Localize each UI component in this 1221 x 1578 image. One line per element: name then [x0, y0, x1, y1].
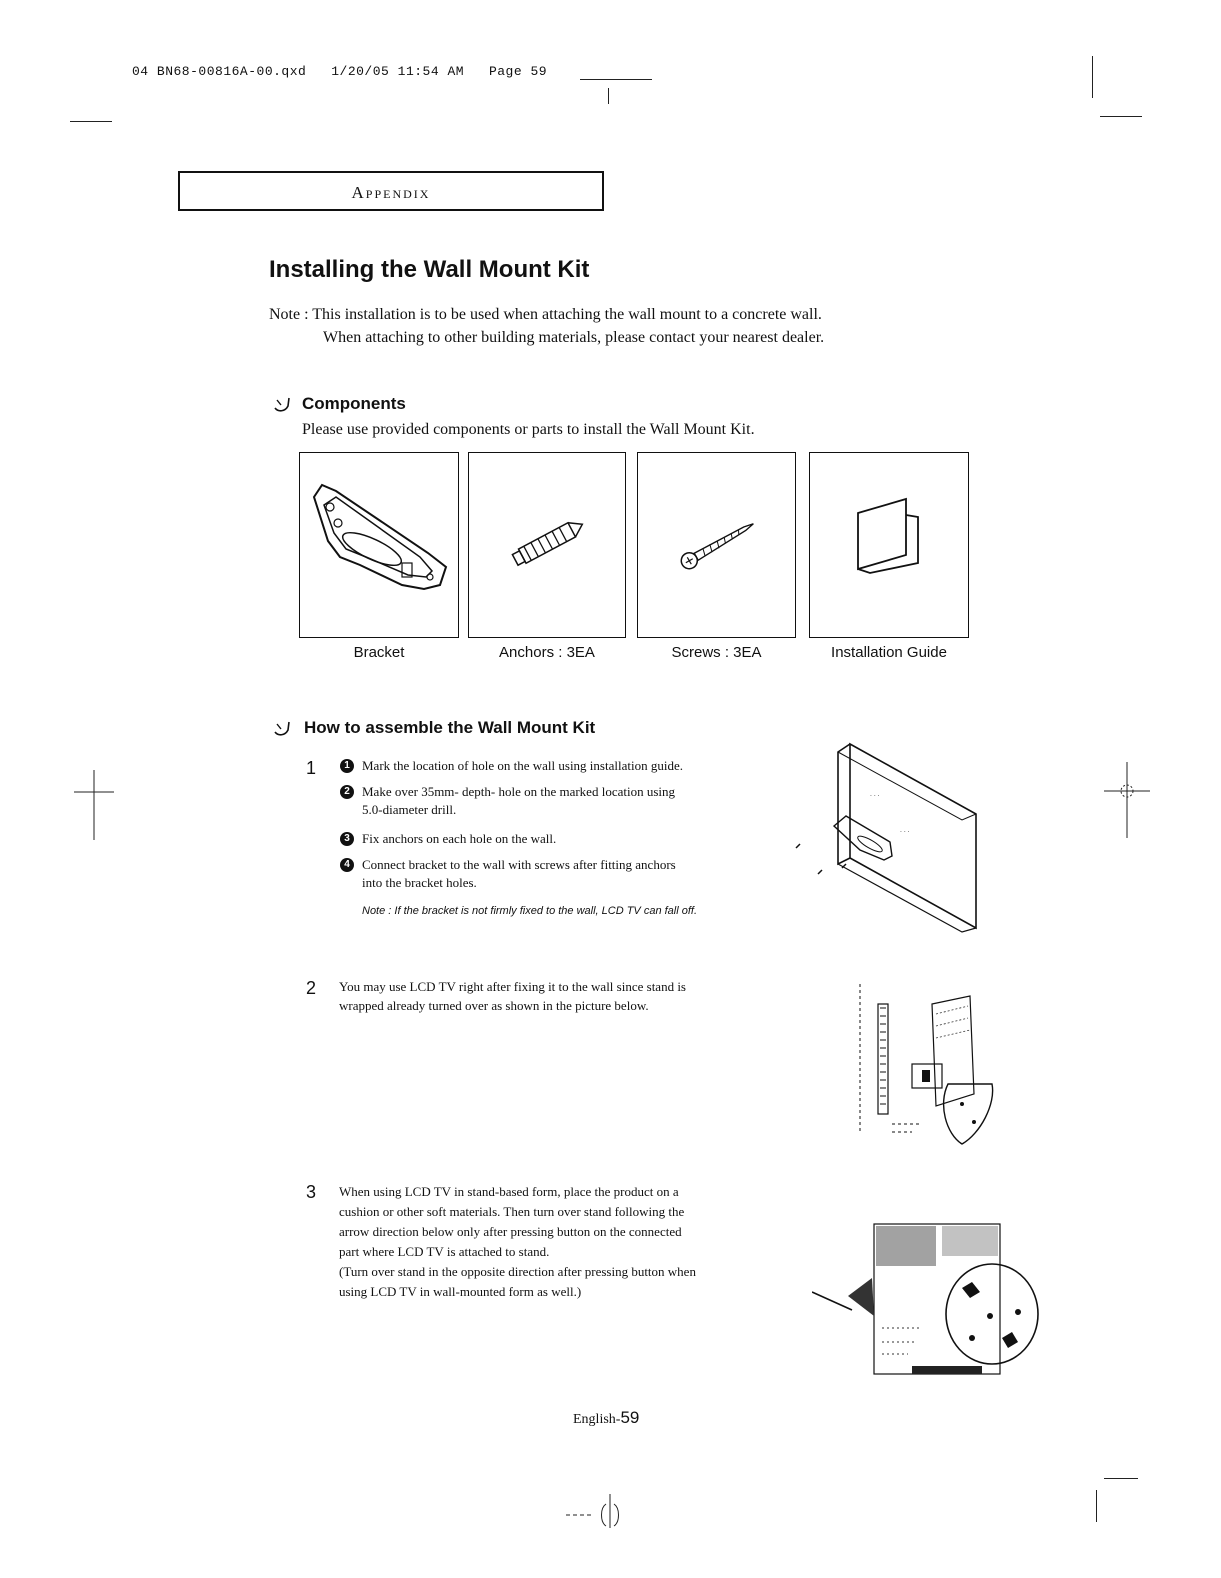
sub-step-text: Connect bracket to the wall with screws after fitting anchors	[362, 857, 676, 872]
footer-prefix: English-	[573, 1412, 621, 1427]
component-box-guide	[809, 452, 969, 638]
sub-step-text: into the bracket holes.	[362, 875, 477, 890]
step-text: wrapped already turned over as shown in the picture below.	[339, 998, 649, 1013]
step-number: 3	[306, 1182, 317, 1202]
sub-step-marker: 4	[340, 858, 354, 872]
wall-mount-illustration	[790, 738, 990, 934]
crop-mark	[1100, 116, 1142, 117]
assemble-heading: How to assemble the Wall Mount Kit	[304, 718, 596, 737]
page-number: 59	[620, 1408, 640, 1427]
stand-wrapped-illustration	[852, 974, 1002, 1154]
section-tab-label: Appendix	[351, 183, 431, 202]
page-title: Installing the Wall Mount Kit	[269, 256, 590, 283]
section-tab	[178, 171, 604, 211]
sub-step-marker: 3	[340, 832, 354, 846]
print-slug: 04 BN68-00816A-00.qxd 1/20/05 11:54 AM Page 59	[132, 64, 548, 79]
step-number: 1	[306, 758, 317, 778]
crop-mark	[608, 88, 609, 104]
warning-note: Note : If the bracket is not firmly fixed to the wall, LCD TV can fall off.	[362, 905, 698, 917]
bracket-icon	[300, 453, 457, 636]
step-text: You may use LCD TV right after fixing it to the wall since stand is	[339, 979, 686, 994]
components-intro: Please use provided components or parts to install the Wall Mount Kit.	[302, 421, 755, 438]
crop-mark	[580, 79, 652, 80]
component-label-anchors: Anchors : 3EA	[499, 644, 595, 661]
crop-mark	[1104, 1478, 1138, 1479]
screw-icon	[638, 453, 794, 636]
crop-mark	[1096, 1490, 1097, 1522]
sub-step-text: Make over 35mm- depth- hole on the marked location using	[362, 784, 676, 799]
sub-step-text: 5.0-diameter drill.	[362, 802, 457, 817]
step-text: cushion or other soft materials. Then turn over stand following the	[339, 1204, 685, 1219]
step-text: (Turn over stand in the opposite direction after pressing button when	[339, 1264, 696, 1279]
note-line-2: When attaching to other building materials, please contact your nearest dealer.	[323, 329, 825, 346]
component-box-anchors	[468, 452, 626, 638]
page-footer	[573, 1408, 639, 1428]
sub-step-marker: 2	[340, 785, 354, 799]
step-text: using LCD TV in wall-mounted form as well.)	[339, 1284, 582, 1299]
hand-pointer-icon	[272, 718, 292, 738]
sub-step-text: Mark the location of hole on the wall using installation guide.	[362, 758, 683, 773]
hand-pointer-icon	[272, 394, 292, 414]
guide-icon	[810, 453, 967, 636]
step-text: When using LCD TV in stand-based form, place the product on a	[339, 1184, 679, 1199]
component-box-screws	[637, 452, 796, 638]
registration-mark	[566, 1490, 626, 1530]
step-text: part where LCD TV is attached to stand.	[339, 1244, 550, 1259]
registration-mark	[1104, 762, 1150, 838]
svg-text:· · ·: · · ·	[870, 793, 880, 800]
crop-mark	[70, 121, 112, 122]
component-label-screws: Screws : 3EA	[671, 644, 762, 661]
note-line-1: Note : This installation is to be used when attaching the wall mount to a concrete wall.	[269, 306, 822, 323]
sub-step-text: Fix anchors on each hole on the wall.	[362, 831, 557, 846]
sub-step-marker: 1	[340, 759, 354, 773]
components-heading: Components	[302, 394, 406, 413]
registration-mark	[70, 770, 118, 840]
component-label-guide: Installation Guide	[831, 644, 947, 661]
stand-turnover-illustration	[812, 1218, 1044, 1380]
anchor-icon	[469, 453, 624, 636]
step-number: 2	[306, 978, 317, 998]
crop-mark	[1092, 56, 1093, 98]
step-text: arrow direction below only after pressing button on the connected	[339, 1224, 682, 1239]
component-label-bracket: Bracket	[353, 644, 405, 661]
component-box-bracket	[299, 452, 459, 638]
svg-text:· · ·: · · ·	[900, 829, 910, 836]
